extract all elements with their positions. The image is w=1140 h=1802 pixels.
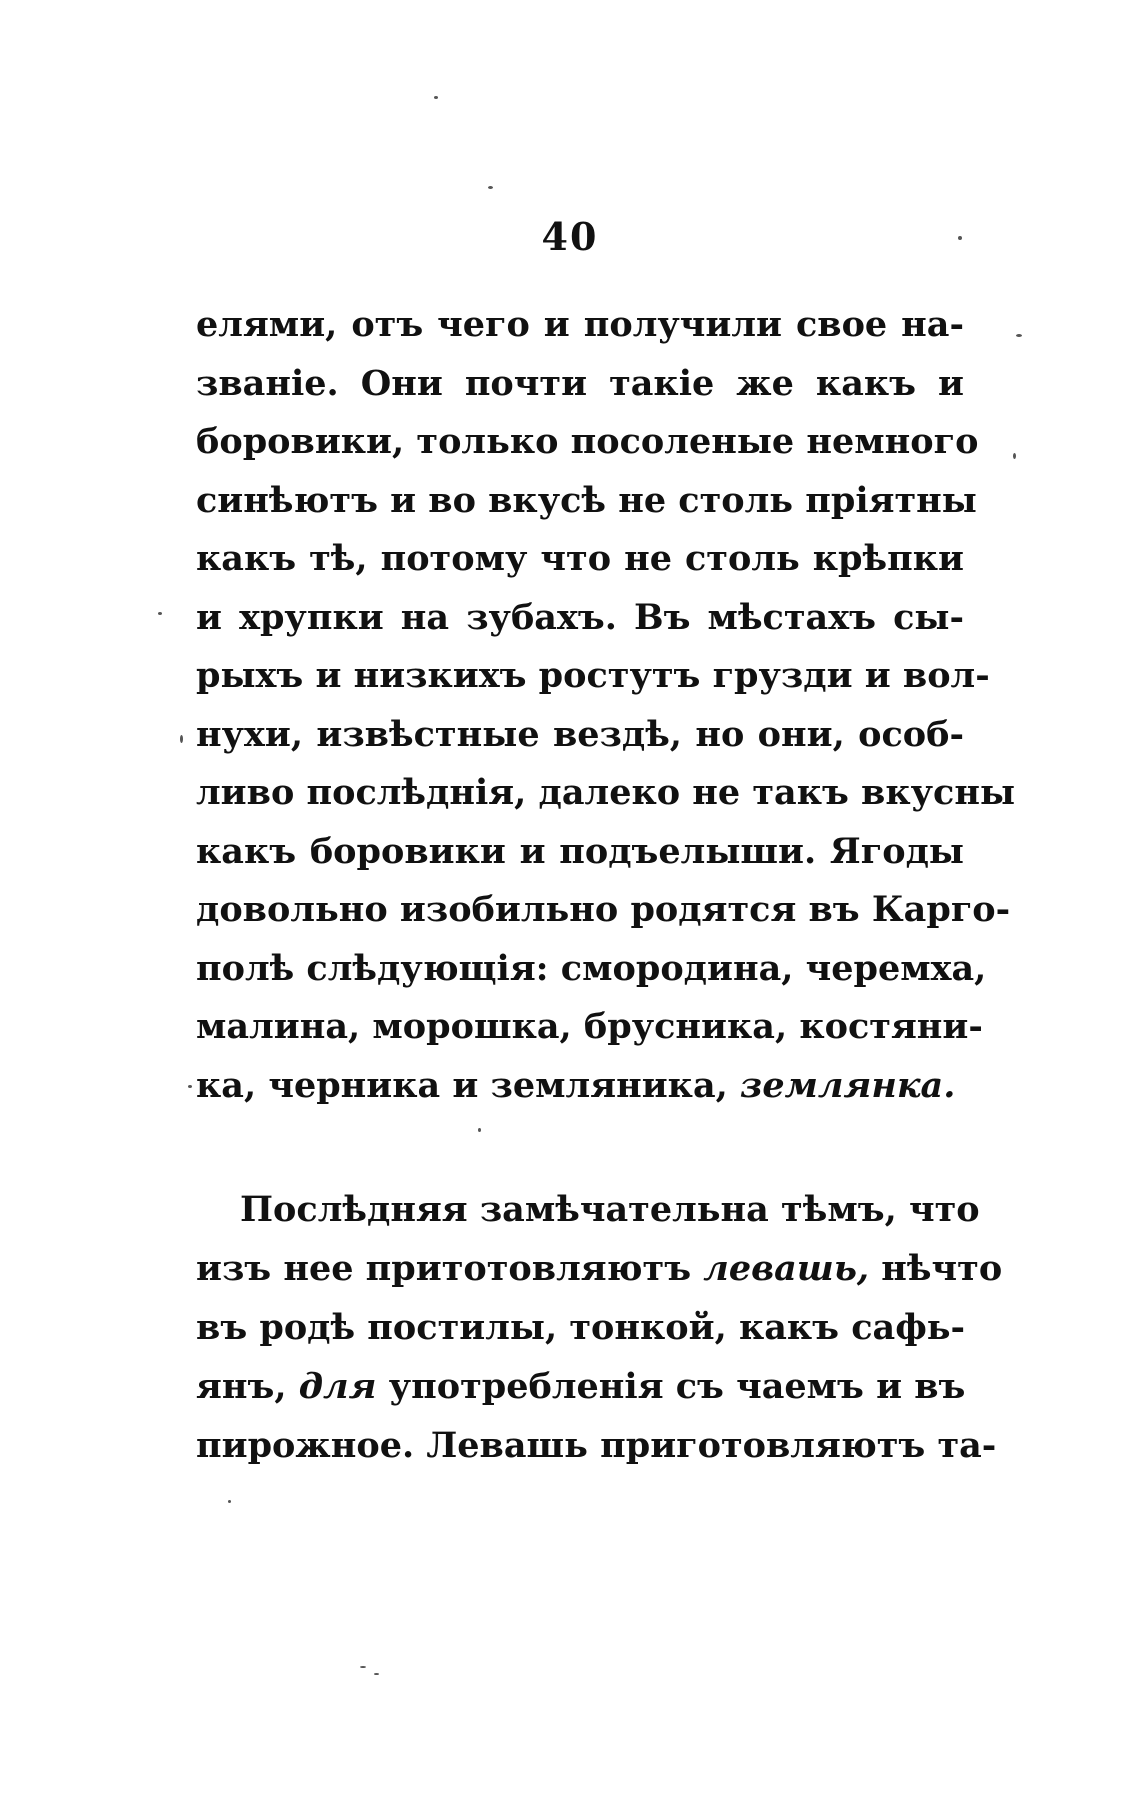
scan-speck: [958, 236, 962, 240]
scan-speck: [158, 612, 162, 615]
italic-word: землянка.: [740, 1064, 956, 1106]
scan-speck: [360, 1666, 366, 1668]
text-line: синѣютъ и во вкусѣ не столь пріятны: [196, 479, 977, 521]
text-run: употребленія съ чаемъ и въ: [376, 1366, 966, 1407]
text-line-indented: Послѣдняя замѣчательна тѣмъ, что: [240, 1189, 980, 1230]
scan-speck: [1013, 453, 1016, 459]
scan-speck: [180, 735, 183, 743]
text-line: какъ боровики и подъелыши. Ягоды: [196, 830, 964, 872]
text-line: елями, отъ чего и получили свое на-: [196, 304, 964, 345]
scan-speck: [1016, 334, 1022, 337]
paragraph-2: [196, 1180, 1003, 1475]
text-line: боровики, только посоленые немного: [196, 421, 979, 462]
text-line: рыхъ и низкихъ ростутъ грузди и вол-: [196, 655, 990, 696]
text-run: изъ нее притотовляютъ: [196, 1248, 704, 1289]
text-line: и хрупки на зубахъ. Въ мѣстахъ сы-: [196, 596, 964, 638]
text-line: малина, морошка, брусника, костяни-: [196, 1006, 983, 1047]
text-line-last: [196, 1057, 964, 1116]
text-line: полѣ слѣдующія: смородина, черемха,: [196, 947, 987, 989]
text-line: званіе. Они почти такіе же какъ и: [196, 362, 964, 404]
text-line: ливо послѣднія, далеко не такъ вкусны: [196, 772, 1016, 813]
text-line: въ родѣ постилы, тонкой, какъ сафь-: [196, 1307, 966, 1348]
scan-speck: [488, 186, 493, 189]
italic-word: для: [298, 1366, 377, 1407]
scan-speck: [478, 1128, 481, 1132]
paragraph-1: [196, 296, 1016, 1115]
text-line: довольно изобильно родятся въ Карго-: [196, 889, 1011, 930]
text-run: ка, черника и земляника,: [196, 1064, 740, 1106]
text-line: какъ тѣ, потому что не столь крѣпки: [196, 538, 964, 579]
scan-speck: [228, 1500, 231, 1503]
page-number: 40: [541, 214, 599, 259]
text-line: пирожное. Левашь приготовляютъ та-: [196, 1425, 997, 1466]
text-line: [196, 1357, 964, 1416]
text-run: нѣчто: [869, 1248, 1003, 1289]
italic-word: левашь,: [703, 1248, 870, 1289]
scan-speck: [188, 1085, 192, 1088]
text-line: нухи, извѣстные вездѣ, но они, особ-: [196, 713, 964, 755]
scan-speck: [434, 96, 438, 99]
scan-speck: [374, 1673, 379, 1675]
text-line: [196, 1239, 1003, 1298]
text-run: янъ,: [196, 1366, 299, 1407]
